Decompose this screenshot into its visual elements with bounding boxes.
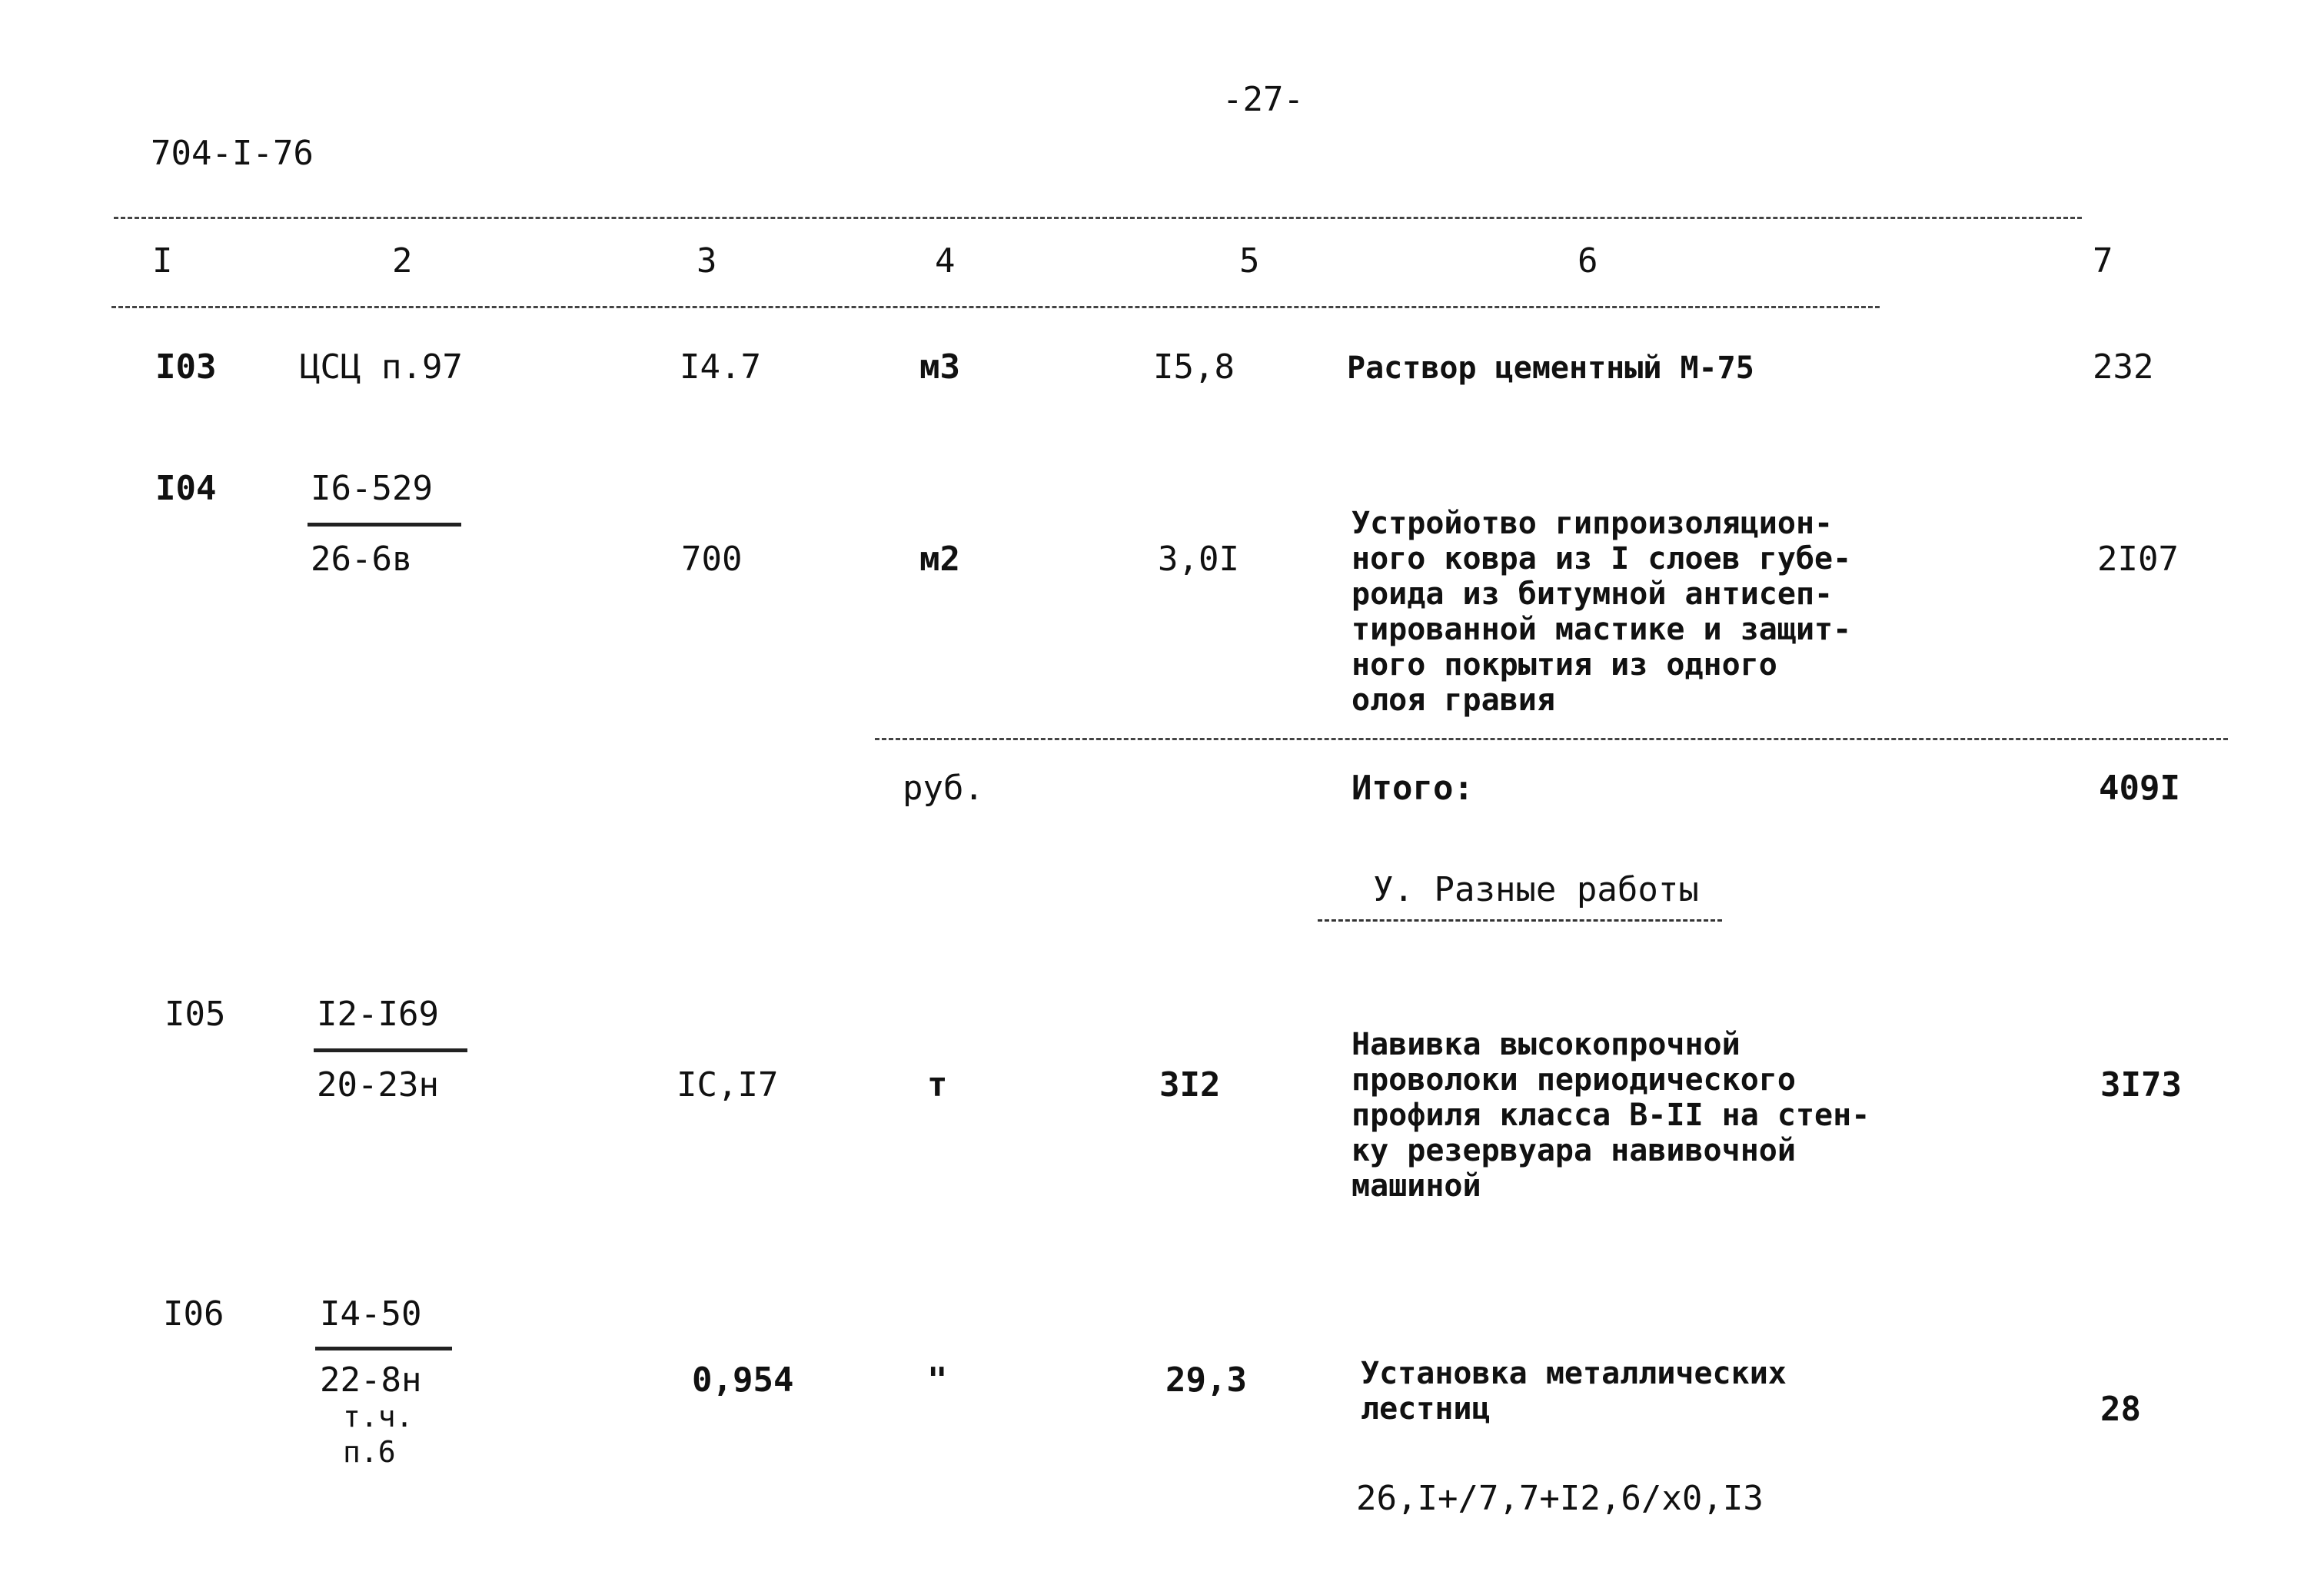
- row-number: I06: [163, 1294, 224, 1334]
- row-total: 232: [2093, 347, 2154, 387]
- row-code-bottom: 26-6в: [311, 540, 413, 579]
- column-header-4: 4: [935, 241, 956, 281]
- row-code-top: I2-I69: [317, 995, 439, 1034]
- description-line: Раствор цементный М-75: [1347, 350, 1754, 386]
- row-description: [1361, 1356, 1787, 1427]
- description-line: роида из битумной антисеп-: [1352, 576, 1834, 612]
- row-number: I04: [155, 469, 217, 508]
- subtotal-rule: [875, 738, 2228, 740]
- code-fraction-line: [314, 1048, 467, 1052]
- description-line: Навивка высокопрочной: [1352, 1027, 1741, 1062]
- row-code-note-1: т.ч.: [343, 1400, 414, 1434]
- description-line: тированной мастике и защит-: [1352, 612, 1852, 647]
- row-total: 2I07: [2097, 540, 2179, 579]
- subtotal-total: 409I: [2099, 769, 2180, 808]
- row-total: 28: [2100, 1390, 2141, 1429]
- subtotal-unit: руб.: [903, 769, 984, 808]
- column-header-6: 6: [1578, 241, 1598, 281]
- row-code-bottom: 20-23н: [317, 1065, 439, 1105]
- subtotal-label: Итого:: [1352, 769, 1474, 808]
- row-code-bottom: 22-8н: [320, 1360, 422, 1400]
- row-unit: м2: [919, 540, 960, 579]
- row-unit: т: [927, 1065, 948, 1105]
- description-line: проволоки периодического: [1352, 1062, 1796, 1098]
- row-price: 3,0I: [1158, 540, 1239, 579]
- header-bottom-rule: [111, 306, 1880, 308]
- description-line: машиной: [1352, 1168, 1481, 1204]
- description-line: ку резервуара навивочной: [1352, 1133, 1796, 1168]
- row-code: ЦСЦ п.97: [300, 347, 463, 387]
- description-line: ного покрытия из одного: [1352, 647, 1777, 683]
- row-code-note-2: п.6: [343, 1435, 396, 1469]
- row-code-top: I4-50: [320, 1294, 422, 1334]
- row-description: [1347, 350, 1754, 386]
- column-header-5: 5: [1239, 241, 1260, 281]
- description-line: лестниц: [1361, 1391, 1491, 1427]
- row-number: I03: [155, 347, 217, 387]
- row-unit: м3: [919, 347, 960, 387]
- row-description: [1352, 1027, 1870, 1204]
- description-line: ного ковра из I слоев губе-: [1352, 541, 1852, 576]
- description-line: олоя гравия: [1352, 683, 1555, 718]
- row-formula: 26,I+/7,7+I2,6/х0,I3: [1356, 1479, 1764, 1518]
- description-line: профиля класса В-II на стен-: [1352, 1098, 1870, 1133]
- section-title: У. Разные работы: [1373, 870, 1699, 909]
- column-header-1: I: [152, 241, 173, 281]
- row-unit: ": [927, 1360, 948, 1400]
- row-price: 3I2: [1159, 1065, 1221, 1105]
- document-code: 704-I-76: [151, 134, 314, 173]
- row-quantity: 0,954: [692, 1360, 794, 1400]
- row-total: 3I73: [2100, 1065, 2182, 1105]
- column-header-7: 7: [2093, 241, 2113, 281]
- description-line: Устройотво гипроизоляцион-: [1352, 506, 1834, 541]
- row-quantity: I4.7: [680, 347, 761, 387]
- row-description: [1352, 506, 1851, 718]
- row-quantity: 700: [681, 540, 743, 579]
- column-header-3: 3: [697, 241, 717, 281]
- row-quantity: IC,I7: [677, 1065, 779, 1105]
- row-number: I05: [165, 995, 226, 1034]
- row-code-top: I6-529: [311, 469, 433, 508]
- row-price: 29,3: [1165, 1360, 1247, 1400]
- code-fraction-line: [315, 1347, 452, 1350]
- description-line: Установка металлических: [1361, 1356, 1787, 1391]
- header-top-rule: [114, 217, 2082, 219]
- column-header-2: 2: [392, 241, 413, 281]
- code-fraction-line: [308, 523, 461, 527]
- page-number: -27-: [1222, 80, 1304, 119]
- section-title-underline: [1318, 919, 1722, 922]
- row-price: I5,8: [1153, 347, 1235, 387]
